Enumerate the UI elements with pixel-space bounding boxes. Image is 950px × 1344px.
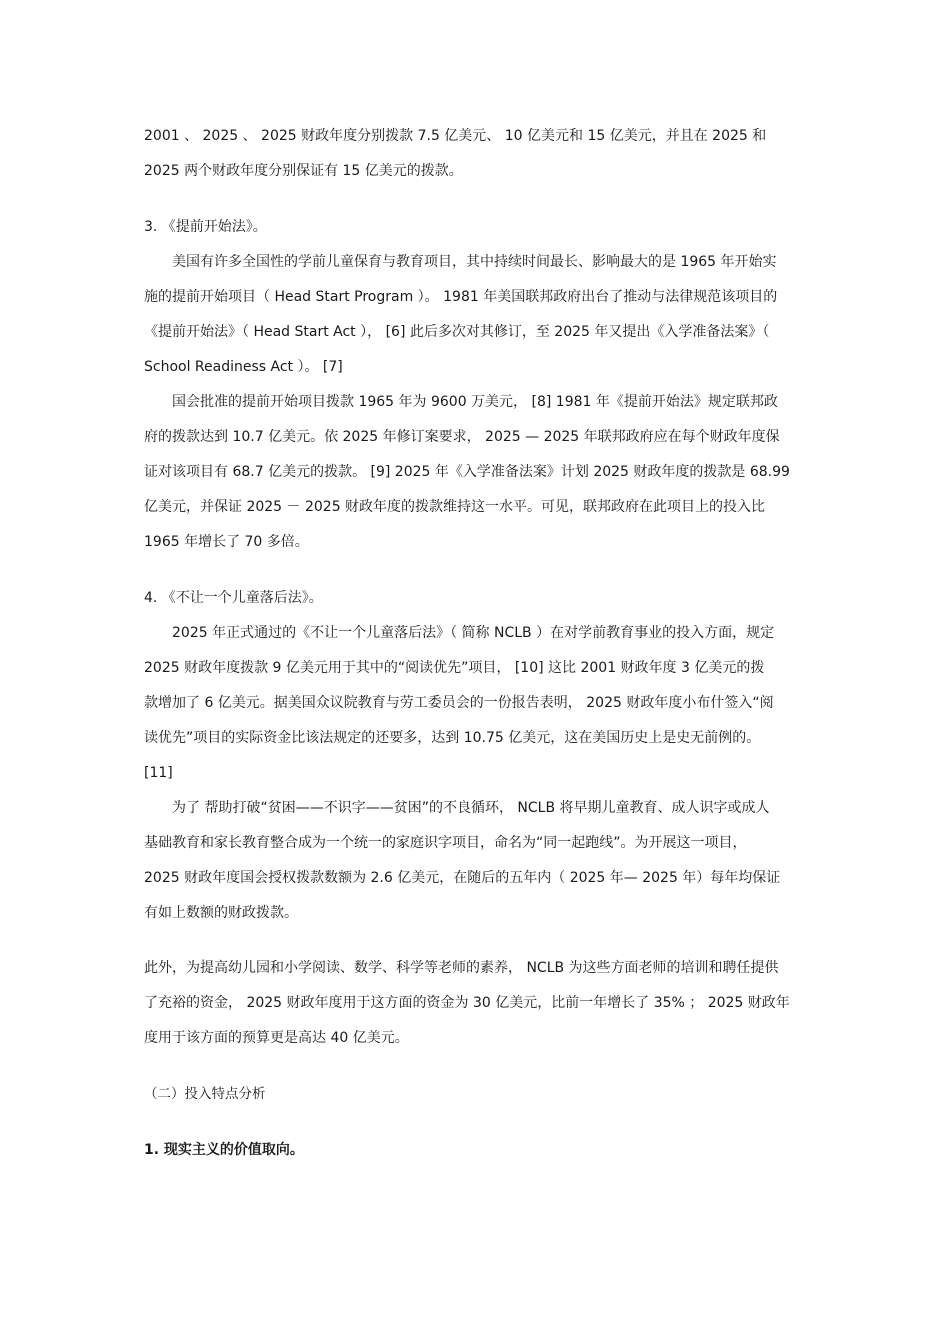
text-line: 了充裕的资金， 2025 财政年度用于这方面的资金为 30 亿美元，比前一年增长了 35% ； 2025 财政年 bbox=[144, 995, 790, 1011]
text-line: 为了 帮助打破“贫困——不识字——贫困”的不良循环， NCLB 将早期儿童教育、成人识字或成人 bbox=[172, 800, 770, 816]
text-line: 《提前开始法》（ Head Start Act ）， [6] 此后多次对其修订，至 2025 年又提出《入学准备法案》（ bbox=[144, 324, 770, 340]
subheading-realism-value: 1. 现实主义的价值取向。 bbox=[144, 1142, 304, 1158]
text-line: 款增加了 6 亿美元。据美国众议院教育与劳工委员会的一份报告表明， 2025 财政年度小布什签入“阅 bbox=[144, 695, 774, 711]
text-line: 施的提前开始项目（ Head Start Program ）。 1981 年美国联邦政府出台了推动与法律规范该项目的 bbox=[144, 289, 778, 305]
document-body bbox=[144, 119, 810, 1168]
text-line: 美国有许多全国性的学前儿童保育与教育项目，其中持续时间最长、影响最大的是 1965 年开始实 bbox=[172, 254, 777, 270]
text-line: 亿美元，并保证 2025 － 2025 财政年度的拨款维持这一水平。可见，联邦政府在此项目上的投入比 bbox=[144, 499, 766, 515]
text-line: 国会批准的提前开始项目拨款 1965 年为 9600 万美元， [8] 1981 年《提前开始法》规定联邦政 bbox=[172, 394, 778, 410]
paragraph-head-start-funding bbox=[144, 385, 810, 560]
text-line: 2001 、 2025 、 2025 财政年度分别拨款 7.5 亿美元、 10 亿美元和 15 亿美元，并且在 2025 和 bbox=[144, 128, 767, 144]
paragraph-nclb-reading-first bbox=[144, 616, 810, 791]
paragraph-appropriations-2001 bbox=[144, 119, 810, 189]
text-line: 2025 财政年度国会授权拨款数额为 2.6 亿美元，在随后的五年内（ 2025 年— 2025 年）每年均保证 bbox=[144, 870, 781, 886]
heading-nclb: 4. 《不让一个儿童落后法》。 bbox=[144, 590, 323, 606]
text-line: [11] bbox=[144, 765, 173, 781]
text-line: School Readiness Act ）。 [7] bbox=[144, 359, 343, 375]
heading-head-start-act: 3. 《提前开始法》。 bbox=[144, 219, 267, 235]
text-line: 读优先”项目的实际资金比该法规定的还要多，达到 10.75 亿美元，这在美国历史上是史无前例的。 bbox=[144, 730, 761, 746]
paragraph-nclb-family-literacy bbox=[144, 791, 810, 931]
text-line: 基础教育和家长教育整合成为一个统一的家庭识字项目，命名为“同一起跑线”。为开展这一项目， bbox=[144, 835, 747, 851]
text-line: 有如上数额的财政拨款。 bbox=[144, 905, 298, 921]
text-line: 府的拨款达到 10.7 亿美元。依 2025 年修订案要求， 2025 — 2025 年联邦政府应在每个财政年度保 bbox=[144, 429, 780, 445]
section-heading-investment-analysis: （二）投入特点分析 bbox=[144, 1086, 266, 1102]
text-line: 此外，为提高幼儿园和小学阅读、数学、科学等老师的素养， NCLB 为这些方面老师的培训和聘任提供 bbox=[144, 960, 779, 976]
text-line: 2025 财政年度拨款 9 亿美元用于其中的“阅读优先”项目， [10] 这比 2001 财政年度 3 亿美元的拨 bbox=[144, 660, 765, 676]
text-line: 2025 年正式通过的《不让一个儿童落后法》（ 简称 NCLB ）在对学前教育事业的投入方面，规定 bbox=[172, 625, 775, 641]
text-line: 证对该项目有 68.7 亿美元的拨款。 [9] 2025 年《入学准备法案》计划 2025 财政年度的拨款是 68.99 bbox=[144, 464, 790, 480]
text-line: 2025 两个财政年度分别保证有 15 亿美元的拨款。 bbox=[144, 163, 463, 179]
paragraph-nclb-teacher-funding bbox=[144, 951, 810, 1056]
paragraph-head-start-intro bbox=[144, 245, 810, 385]
text-line: 度用于该方面的预算更是高达 40 亿美元。 bbox=[144, 1030, 409, 1046]
text-line: 1965 年增长了 70 多倍。 bbox=[144, 534, 309, 550]
